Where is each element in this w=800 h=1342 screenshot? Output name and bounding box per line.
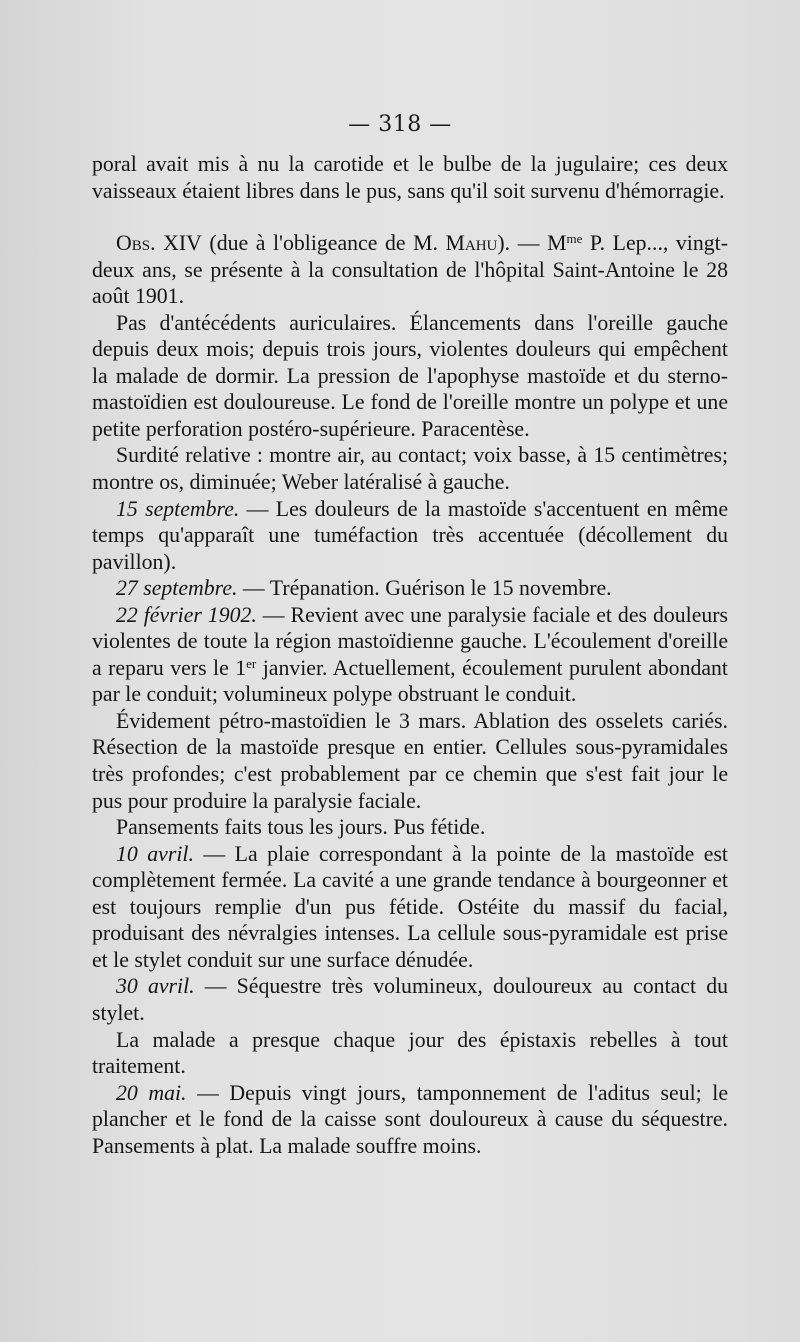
entry-text: — Revient avec une paralysie faciale et des douleurs violentes de toute la région mastoïdienne gauche. L'écoulement d'oreille a reparu vers le 1	[92, 602, 729, 680]
body-text	[92, 151, 728, 1159]
entry-text: — Séquestre très volumineux, douloureux au contact du stylet.	[92, 974, 728, 1025]
paragraph: Évidement pétro-mastoïdien le 3 mars. Ablation des osselets cariés. Résection de la mastoïde presque en entier. Cellules sous-pyramidales très profondes; c'est probablement par ce chemin que s'est fait jour le pus pour produire la paralysie faciale.	[92, 708, 728, 813]
dated-paragraph	[92, 973, 728, 1026]
entry-text: — La plaie correspondant à la pointe de la mastoïde est complètement fermée. La cavité a une grande tendance à bourgeonner et est toujours remplie d'un pus fétide. Ostéite du massif du facial, produisant des névralgies intenses. La cellule sous-pyramidale est prise et le stylet conduit sur une surface dénudée.	[92, 841, 728, 972]
observation-text: ). — M	[497, 231, 567, 256]
paragraph-continuation: poral avait mis à nu la carotide et le bulbe de la jugulaire; ces deux vaisseaux étaient libres dans le pus, sans qu'il soit survenu d'hémorragie.	[92, 152, 728, 203]
paragraph: Pas d'antécédents auriculaires. Élancements dans l'oreille gauche depuis deux mois; depuis trois jours, violentes douleurs qui empêchent la malade de dormir. La pression de l'apophyse mastoïde et du sterno-mastoïdien est douloureuse. Le fond de l'oreille montre un polype et une petite perforation postéro-supérieure. Paracentèse.	[92, 310, 728, 441]
entry-date: 20 mai.	[116, 1080, 187, 1105]
entry-text: — Depuis vingt jours, tamponnement de l'aditus seul; le plancher et le fond de la caisse sont douloureux à cause du séquestre. Pansements à plat. La malade souffre moins.	[92, 1080, 728, 1158]
entry-date: 22 février 1902.	[116, 602, 257, 627]
superscript: er	[246, 655, 257, 671]
paragraph: Surdité relative : montre air, au contact; voix basse, à 15 centimètres; montre os, diminuée; Weber latéralisé à gauche.	[92, 443, 728, 495]
paragraph: La malade a presque chaque jour des épistaxis rebelles à tout traitement.	[92, 1027, 728, 1079]
dated-paragraph	[92, 496, 728, 576]
dated-paragraph	[92, 1080, 728, 1160]
dated-paragraph	[92, 575, 728, 602]
observation-text: (due à l'obligeance de M.	[201, 231, 446, 256]
entry-date: 27 septembre.	[116, 576, 238, 601]
entry-date: 15 septembre.	[116, 496, 240, 521]
observation-heading-paragraph	[92, 230, 728, 310]
dated-paragraph	[92, 841, 728, 974]
entry-text: — Trépanation. Guérison le 15 novembre.	[237, 576, 612, 601]
page-number: — 318 —	[348, 112, 452, 137]
entry-date: 30 avril.	[116, 974, 195, 999]
superscript: me	[566, 231, 583, 247]
paragraph: Pansements faits tous les jours. Pus fétide.	[116, 815, 486, 840]
entry-text: — Les douleurs de la mastoïde s'accentuent en même temps qu'apparaît une tuméfaction très accentuée (décollement du pavillon).	[92, 496, 728, 574]
observation-label: Obs. XIV	[116, 231, 202, 256]
observation-text: P. Lep..., vingt-deux ans, se présente à la consultation de l'hôpital Saint-Antoine le 28 août 1901.	[92, 231, 728, 309]
entry-date: 10 avril.	[116, 841, 194, 866]
observation-author: Mahu	[445, 231, 498, 256]
entry-text: janvier. Actuellement, écoulement purulent abondant par le conduit; volumineux polype obstruant le conduit.	[92, 655, 728, 707]
dated-paragraph	[92, 602, 728, 708]
